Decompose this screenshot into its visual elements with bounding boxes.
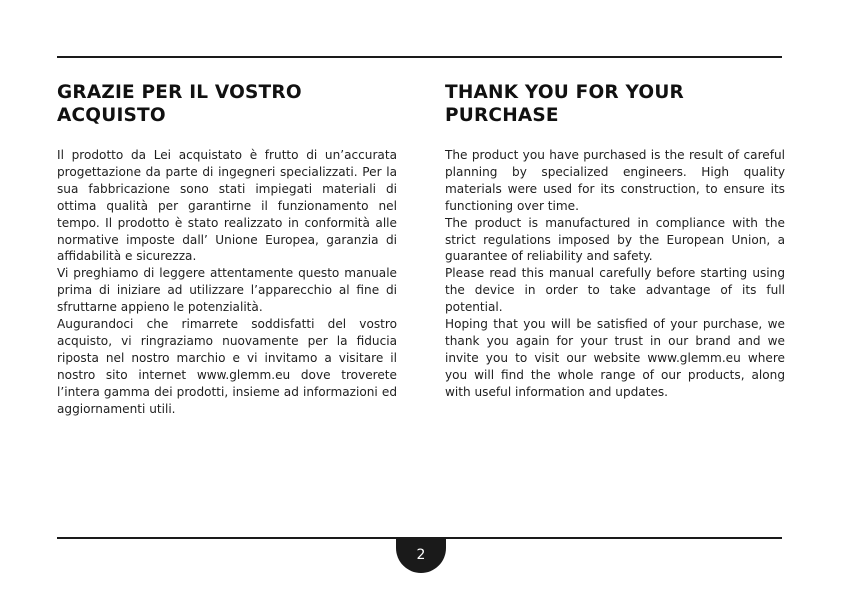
english-title-line1: THANK YOU FOR YOUR: [445, 82, 684, 103]
italian-section: [57, 81, 397, 418]
italian-title-line1: GRAZIE PER IL VOSTRO: [57, 82, 302, 103]
italian-paragraph-2: Vi preghiamo di leggere attentamente questo manuale prima di iniziare ad utilizzare l’apparecchio al fine di sfruttarne appieno le potenzialità.: [57, 266, 397, 315]
english-section: [445, 81, 785, 401]
english-paragraph-4: Hoping that you will be satisfied of your purchase, we thank you again for your trust in our brand and we invite you to visit our website www.glemm.eu where you will find the whole range of our products, along with useful information and updates.: [445, 317, 785, 399]
top-divider: [57, 56, 782, 58]
english-paragraph-1: The product you have purchased is the result of careful planning by specialized engineers. High quality materials were used for its construction, to ensure its functioning over time.: [445, 148, 785, 213]
english-title: [445, 81, 785, 127]
english-paragraph-2: The product is manufactured in compliance with the strict regulations imposed by the European Union, a guarantee of reliability and safety.: [445, 215, 785, 264]
page-number-badge: 2: [396, 537, 446, 573]
english-title-line2: PURCHASE: [445, 105, 559, 126]
italian-paragraph-1: Il prodotto da Lei acquistato è frutto di un’accurata progettazione da parte di ingegneri specializzati. Per la sua fabbricazione sono stati impiegati materiali di ottima qualità per garantirne il funzionamento nel tempo. Il prodotto è stato realizzato in conformità alle normative imposte dall’ Unione Europea, garanzia di affidabilità e sicurezza.: [57, 148, 397, 264]
italian-paragraph-3: Augurandoci che rimarrete soddisfatti del vostro acquisto, vi ringraziamo nuovamente per la fiducia riposta nel nostro marchio e vi invitamo a visitare il nostro sito internet www.glemm.eu dove troverete l’intera gamma dei prodotti, insieme ad informazioni ed aggiornamenti utili.: [57, 317, 397, 416]
italian-title: [57, 81, 397, 127]
italian-title-line2: ACQUISTO: [57, 105, 166, 126]
english-paragraph-3: Please read this manual carefully before starting using the device in order to take advantage of its full potential.: [445, 266, 785, 315]
